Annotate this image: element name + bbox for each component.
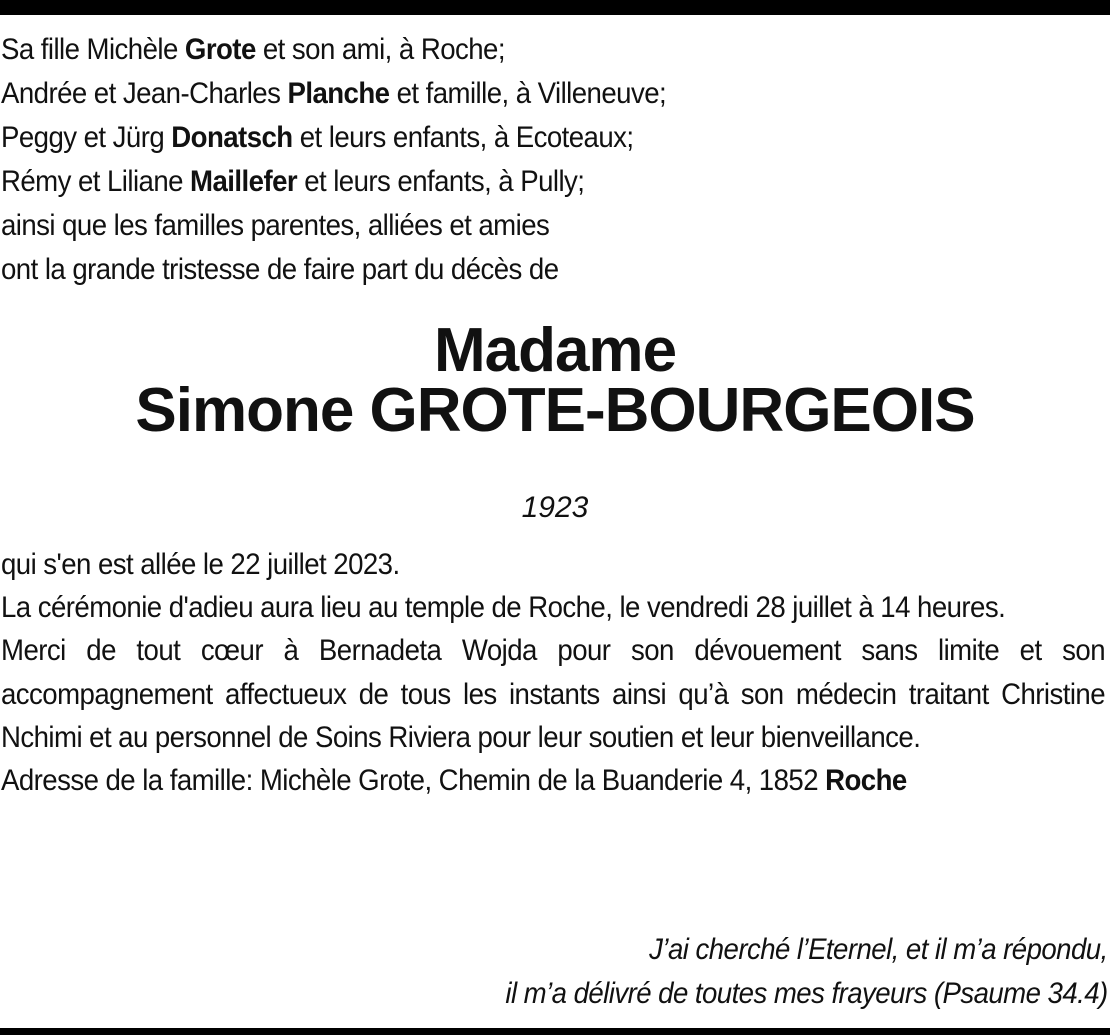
family-name: Planche bbox=[287, 77, 390, 110]
family-name: Donatsch bbox=[171, 121, 293, 154]
deceased-name: Simone GROTE-BOURGEOIS bbox=[135, 376, 975, 445]
family-name: Maillefer bbox=[190, 165, 298, 198]
thanks-text: Merci de tout cœur à Bernadeta Wojda pour son dévouement sans limite et son accompagnement affectueux de tous les instants ainsi qu’à son médecin traitant Christine Nchimi et au personnel de Soins Riviera pour leur soutien et leur bienveillance. bbox=[1, 634, 1105, 754]
body-text bbox=[1, 543, 1105, 802]
announcement-line: Andrée et Jean-Charles Planche et famille, à Villeneuve; bbox=[1, 77, 667, 110]
announcement-line: Peggy et Jürg Donatsch et leurs enfants, à Ecoteaux; bbox=[1, 121, 634, 154]
family-name: Grote bbox=[184, 33, 256, 66]
announcement-line: ont la grande tristesse de faire part du décès de bbox=[1, 253, 559, 286]
quote-line: il m’a délivré de toutes mes frayeurs (Psaume 34.4) bbox=[505, 977, 1108, 1010]
announcement-line: Rémy et Liliane Maillefer et leurs enfants, à Pully; bbox=[1, 165, 585, 198]
quote-line: J’ai cherché l’Eternel, et il m’a répondu, bbox=[649, 933, 1108, 966]
deceased-name-block bbox=[0, 318, 1110, 444]
announcement-line: ainsi que les familles parentes, alliées et amies bbox=[1, 209, 550, 242]
bible-quote bbox=[506, 928, 1108, 1016]
ceremony-text: La cérémonie d'adieu aura lieu au temple de Roche, le vendredi 28 juillet à 14 heures. bbox=[1, 591, 1006, 625]
birth-year: 1923 bbox=[521, 491, 589, 524]
deceased-title: Madame bbox=[433, 316, 677, 385]
announcement-line: Sa fille Michèle Grote et son ami, à Roche; bbox=[1, 33, 505, 66]
passing-date: qui s'en est allée le 22 juillet 2023. bbox=[1, 548, 400, 581]
address-town: Roche bbox=[825, 764, 907, 798]
family-address: Adresse de la famille: Michèle Grote, Chemin de la Buanderie 4, 1852 Roche bbox=[1, 764, 907, 798]
announcement-block bbox=[1, 28, 1018, 292]
top-rule bbox=[0, 0, 1110, 15]
bottom-rule bbox=[0, 1028, 1110, 1035]
